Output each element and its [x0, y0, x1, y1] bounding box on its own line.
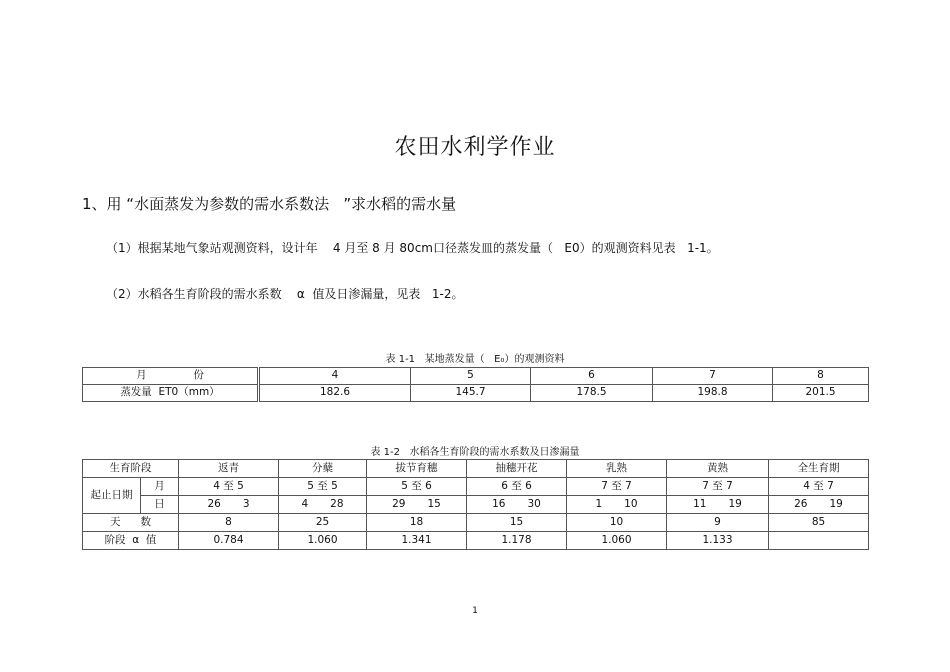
alpha-value: 1.133: [667, 532, 769, 550]
days-value: 25: [279, 514, 367, 532]
day-start: 1: [595, 497, 603, 510]
month-range: 4 至 7: [769, 478, 869, 496]
month-cell: 8: [773, 368, 869, 385]
evaporation-value: 182.6: [259, 385, 411, 402]
day-end: 10: [624, 497, 638, 510]
document-title: 农田水利学作业: [394, 135, 556, 160]
day-end: 19: [728, 497, 742, 510]
table-row: [83, 460, 869, 478]
day-start: 11: [693, 497, 707, 510]
evaporation-value: 198.8: [653, 385, 773, 402]
month-label: 月: [141, 478, 179, 496]
section-heading: 1、用 “水面蒸发为参数的需水系数法 ”求水稻的需水量: [82, 195, 457, 213]
days-value: 85: [769, 514, 869, 532]
day-range: [667, 496, 769, 514]
table-row: [83, 532, 869, 550]
days-label: 天 数: [83, 514, 179, 532]
month-range: 4 至 5: [179, 478, 279, 496]
month-cell: 5: [411, 368, 531, 385]
day-start: 26: [207, 497, 221, 510]
stage-header-label: 生育阶段: [83, 460, 179, 478]
stage-name: 拔节育穗: [367, 460, 467, 478]
evaporation-value: 201.5: [773, 385, 869, 402]
day-range: [179, 496, 279, 514]
table1-caption: 表 1-1 某地蒸发量（ E₀）的观测资料: [385, 354, 565, 365]
table-row: [83, 496, 869, 514]
days-value: 8: [179, 514, 279, 532]
day-end: 19: [829, 497, 843, 510]
stage-name: 分蘖: [279, 460, 367, 478]
paragraph-2: （2）水稻各生育阶段的需水系数 α 值及日渗漏量，见表 1-2。: [106, 287, 464, 301]
stage-name: 乳熟: [567, 460, 667, 478]
month-cell: 6: [531, 368, 653, 385]
month-range: 5 至 5: [279, 478, 367, 496]
paragraph-1: （1）根据某地气象站观测资料，设计年 4 月至 8 月 80cm口径蒸发皿的蒸发量（ E0）的观测资料见表 1-1。: [106, 241, 719, 255]
date-range-label: 起止日期: [83, 478, 141, 514]
month-range: 6 至 6: [467, 478, 567, 496]
stage-name: 全生育期: [769, 460, 869, 478]
table-row: [83, 514, 869, 532]
page-number: 1: [472, 606, 478, 616]
month-cell: 7: [653, 368, 773, 385]
day-range: [279, 496, 367, 514]
month-range: 7 至 7: [567, 478, 667, 496]
alpha-value: 1.341: [367, 532, 467, 550]
alpha-value: 1.060: [279, 532, 367, 550]
day-end: 28: [330, 497, 344, 510]
evaporation-value: 145.7: [411, 385, 531, 402]
days-value: 15: [467, 514, 567, 532]
table2-caption: 表 1-2 水稻各生育阶段的需水系数及日渗漏量: [370, 447, 580, 458]
stage-name: 返青: [179, 460, 279, 478]
day-end: 30: [527, 497, 541, 510]
alpha-label: 阶段 α 值: [83, 532, 179, 550]
day-start: 29: [392, 497, 406, 510]
days-value: 10: [567, 514, 667, 532]
day-start: 16: [492, 497, 506, 510]
day-label: 日: [141, 496, 179, 514]
stage-name: 黄熟: [667, 460, 769, 478]
evaporation-table: [82, 367, 869, 402]
day-range: [467, 496, 567, 514]
stage-name: 抽穗开花: [467, 460, 567, 478]
evaporation-value: 178.5: [531, 385, 653, 402]
month-header-label: 月 份: [83, 368, 259, 385]
day-range: [567, 496, 667, 514]
month-cell: 4: [259, 368, 411, 385]
alpha-value: 1.178: [467, 532, 567, 550]
month-range: 7 至 7: [667, 478, 769, 496]
days-value: 18: [367, 514, 467, 532]
table-row: [83, 478, 869, 496]
month-range: 5 至 6: [367, 478, 467, 496]
day-range: [769, 496, 869, 514]
day-end: 15: [427, 497, 441, 510]
alpha-value: 1.060: [567, 532, 667, 550]
alpha-value: 0.784: [179, 532, 279, 550]
table-row: [83, 385, 869, 402]
days-value: 9: [667, 514, 769, 532]
day-end: 3: [242, 497, 250, 510]
day-start: 26: [794, 497, 808, 510]
rice-stage-table: [82, 459, 869, 550]
day-range: [367, 496, 467, 514]
alpha-value: [769, 532, 869, 550]
evaporation-row-label: 蒸发量 ET0（mm）: [83, 385, 259, 402]
day-start: 4: [301, 497, 309, 510]
table-row: [83, 368, 869, 385]
